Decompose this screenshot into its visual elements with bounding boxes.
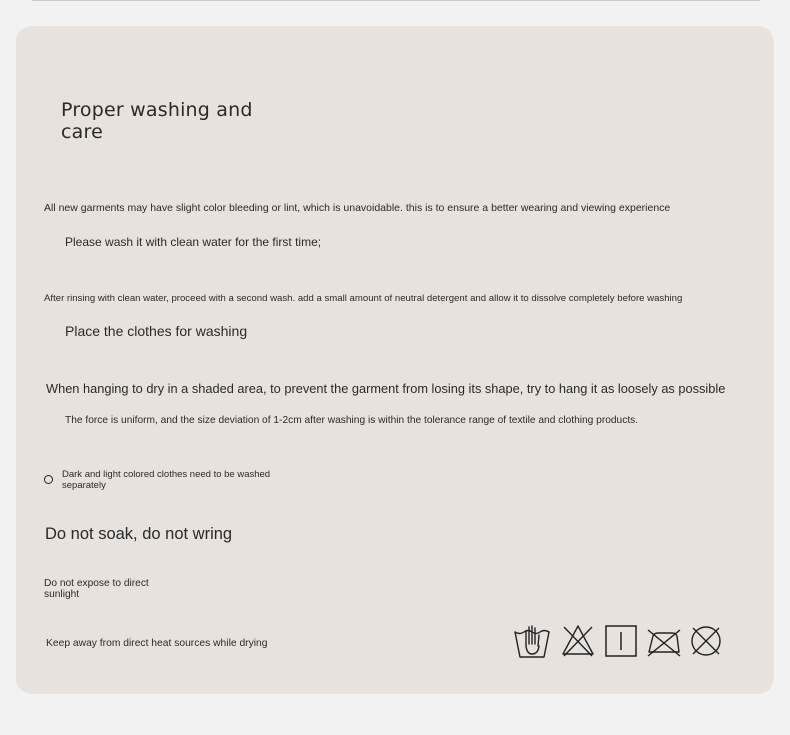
page-title: [61, 99, 253, 143]
separate-wash-line-1: Dark and light colored clothes need to be washed: [62, 469, 271, 480]
first-wash-note: Please wash it with clean water for the first time;: [65, 235, 322, 249]
do-not-bleach-icon: [560, 622, 596, 660]
do-not-tumble-dry-icon: [688, 622, 724, 660]
sunlight-line-1: Do not expose to direct: [44, 578, 149, 589]
second-wash-note: After rinsing with clean water, proceed with a second wash. add a small amount of neutral detergent and allow it to dissolve completely before washing: [44, 293, 683, 304]
separate-wash-line-2: separately: [62, 480, 106, 491]
top-divider: [32, 0, 760, 1]
color-bleeding-note: All new garments may have slight color bleeding or lint, which is unavoidable. this is to ensure a better wearing and viewing experience: [44, 202, 671, 214]
care-icons: [512, 622, 724, 660]
separate-wash-note: [62, 469, 270, 491]
hang-dry-note: When hanging to dry in a shaded area, to prevent the garment from losing its shape, try to hang it as loosely as possible: [46, 381, 726, 396]
heat-note: Keep away from direct heat sources while drying: [46, 638, 268, 649]
hand-wash-icon: [512, 622, 552, 660]
sunlight-line-2: sunlight: [44, 589, 80, 600]
place-clothes-note: Place the clothes for washing: [65, 323, 248, 339]
do-not-iron-icon: [646, 622, 682, 660]
force-uniform-note: The force is uniform, and the size deviation of 1-2cm after washing is within the tolerance range of textile and clothing products.: [65, 415, 639, 426]
bullet-circle-icon: [44, 475, 53, 484]
title-line-1: Proper washing and: [61, 99, 253, 121]
line-dry-icon: [604, 622, 638, 660]
title-line-2: care: [61, 121, 103, 143]
no-soak-heading: Do not soak, do not wring: [45, 525, 233, 543]
sunlight-note: [44, 578, 149, 600]
